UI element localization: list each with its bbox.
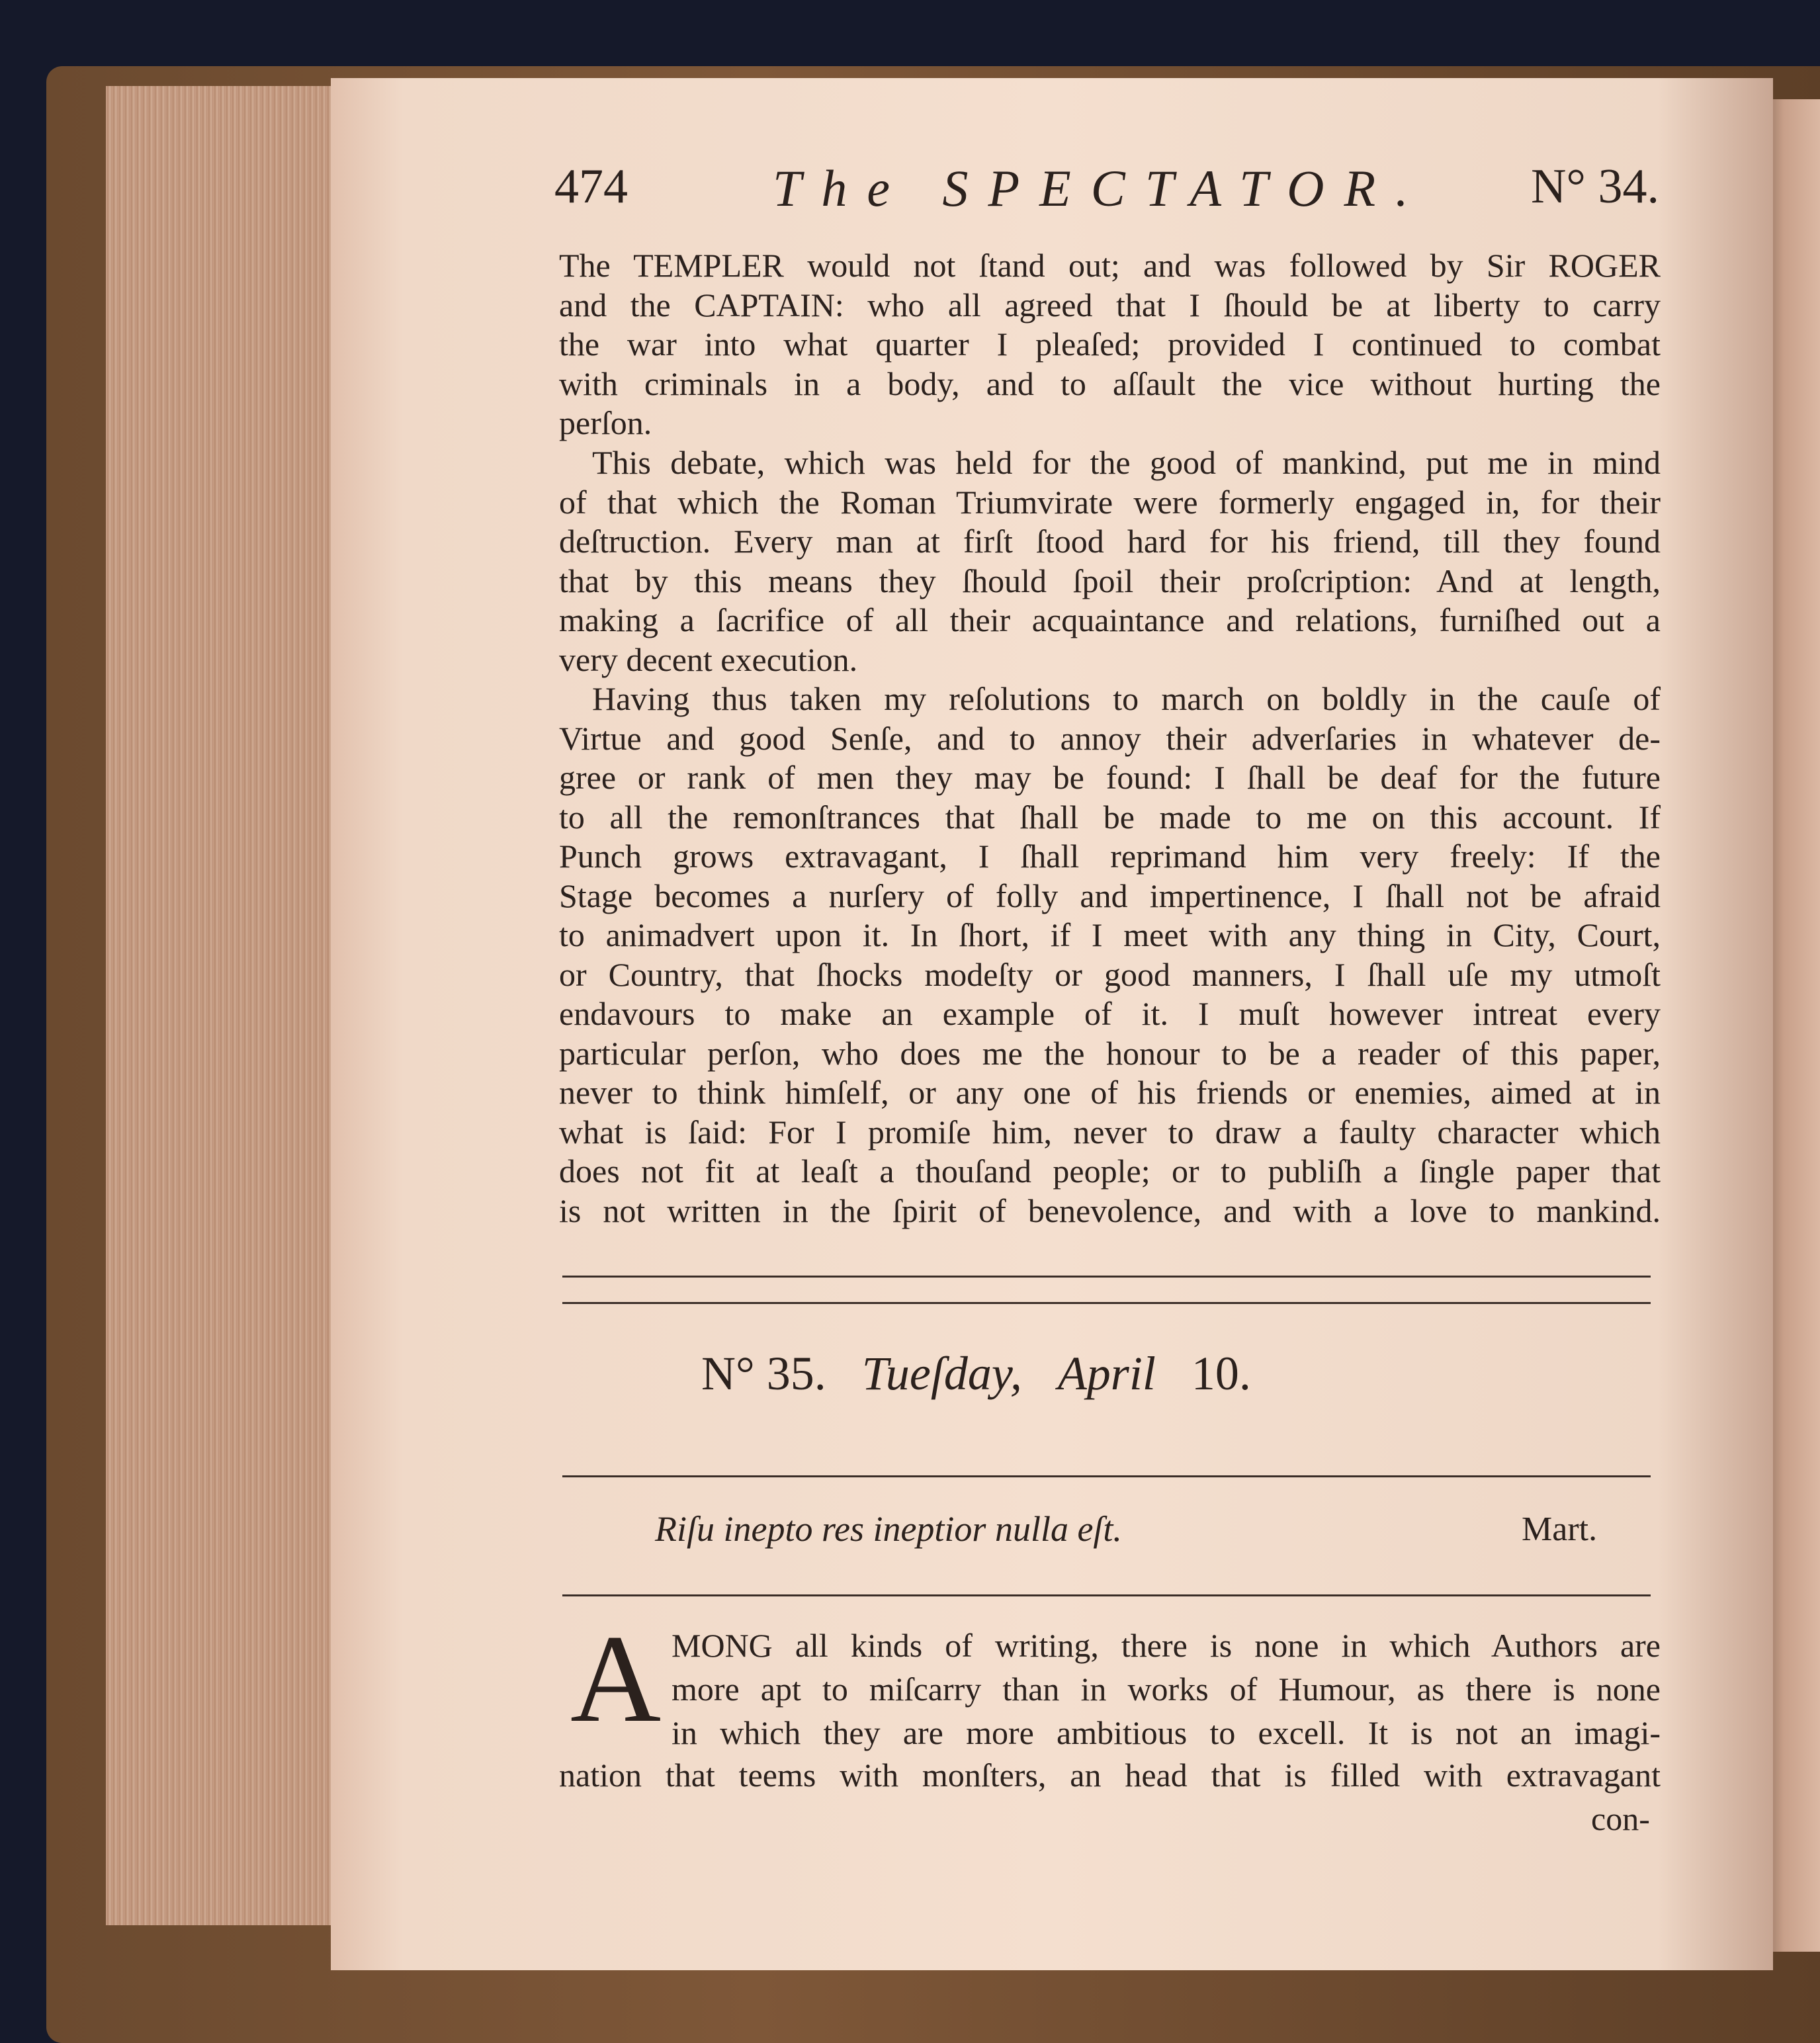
divider-rule [562,1302,1651,1304]
text-line: to animadvert upon it. In ſhort, if I meet with any thing in City, Court, [559,916,1661,953]
drop-cap: A [570,1610,662,1749]
text-line: to all the remonſtrances that ſhall be made to me on this account. If [559,798,1661,836]
text-line: of that which the Roman Triumvirate were formerly engaged in, for their [559,483,1661,521]
text-line: This debate, which was held for the good of mankind, put me in mind [592,444,1661,481]
page-number: 474 [554,159,628,214]
text-line: never to think himſelf, or any one of his friends or enemies, aimed at in [559,1074,1661,1111]
divider-rule [562,1475,1651,1477]
paragraph-3 [559,679,1661,1231]
text-line: with criminals in a body, and to aſſault the vice without hurting the [559,365,1661,402]
issue-month: April [1057,1347,1156,1400]
running-title: The SPECTATOR. [773,159,1428,217]
text-line: nation that teems with monſters, an head that is filled with extravagant [559,1757,1661,1794]
issue-heading [701,1346,1284,1413]
text-line: in which they are more ambitious to excell. It is not an imagi- [672,1714,1661,1751]
text-line: is not written in the ſpirit of benevolence, and with a love to mankind. [559,1192,1661,1229]
divider-rule [562,1594,1651,1596]
catchword: con- [1591,1800,1650,1837]
text-line: very decent execution. [559,640,858,678]
text-line: more apt to miſcarry than in works of Humour, as there is none [672,1671,1661,1708]
page-edges [106,86,339,1925]
issue-date: 10. [1191,1347,1251,1400]
running-header [554,159,1659,238]
issue-day: Tueſday, [861,1347,1022,1400]
paragraph-2 [559,443,1661,679]
text-line: that by this means they ſhould ſpoil their proſcription: And at length, [559,562,1661,599]
motto-source: Mart. [1522,1510,1598,1548]
text-line: Virtue and good Senſe, and to annoy their adverſaries in whatever de- [559,719,1661,757]
essay-opening [672,1624,1661,1755]
text-line: making a ſacrifice of all their acquaintance and relations, furniſhed out a [559,601,1661,638]
text-line: does not fit at leaſt a thouſand people; or to publiſh a ſingle paper that [559,1152,1661,1190]
text-line: perſon. [559,404,652,441]
text-line: gree or rank of men they may be found: I ſhall be deaf for the future [559,759,1661,796]
issue-number-header: N° 34. [1530,159,1659,214]
text-line: deſtruction. Every man at firſt ſtood hard for his friend, till they found [559,523,1661,560]
text-line: what is ſaid: For I promiſe him, never to draw a faulty character which [559,1113,1661,1151]
text-line: MONG all kinds of writing, there is none in which Authors are [672,1627,1661,1664]
divider-rule [562,1276,1651,1278]
text-line: The TEMPLER would not ſtand out; and was followed by Sir ROGER [559,247,1661,284]
paragraph-1 [559,246,1661,443]
issue-number: N° 35. [701,1347,826,1400]
text-line: Having thus taken my reſolutions to march on boldly in the cauſe of [592,680,1661,717]
text-line: Stage becomes a nurſery of folly and impertinence, I ſhall not be afraid [559,877,1661,914]
text-line: or Country, that ſhocks modeſty or good manners, I ſhall uſe my utmoſt [559,955,1661,993]
motto-quote: Riſu inepto res ineptior nulla eſt. [655,1509,1122,1549]
text-line: particular perſon, who does me the honour to be a reader of this paper, [559,1034,1661,1072]
text-line: the war into what quarter I pleaſed; provided I continued to combat [559,326,1661,363]
text-line: Punch grows extravagant, I ſhall reprimand him very freely: If the [559,838,1661,875]
essay-continued [559,1753,1661,1797]
text-line: endavours to make an example of it. I muſt however intreat every [559,995,1661,1032]
text-line: and the CAPTAIN: who all agreed that I ſhould be at liberty to carry [559,286,1661,324]
